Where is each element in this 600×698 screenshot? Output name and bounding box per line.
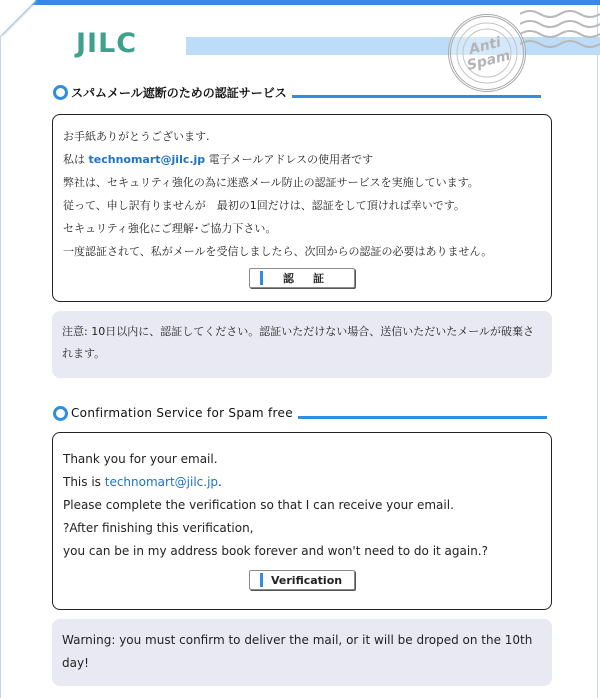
postmark-waves-icon (520, 4, 600, 56)
en-line-email: This is technomart@jilc.jp. (63, 475, 222, 489)
button-bar-icon (260, 271, 263, 285)
section-underline (292, 95, 541, 98)
section-title-english (53, 405, 547, 421)
authenticate-button[interactable] (249, 268, 355, 288)
en-line-5: you can be in my address book forever and won't need to do it again.? (63, 544, 488, 558)
en-line-1: Thank you for your email. (63, 452, 218, 466)
jp-line-email: 私は technomart@jilc.jp 電子メールアドレスの使用者です (63, 153, 374, 166)
postmark-stamp-icon (448, 14, 526, 92)
jilc-logo: JILC (76, 28, 138, 59)
en-line-3: Please complete the verification so that I can receive your email. (63, 498, 454, 512)
email-address: technomart@jilc.jp (88, 153, 206, 166)
en-line-4: ?After finishing this verification, (63, 521, 254, 535)
section-title-japanese (53, 84, 541, 100)
email-address: technomart@jilc.jp (104, 475, 219, 489)
section-title-english-text: Confirmation Service for Spam free (71, 406, 293, 420)
japanese-notice: 注意: 10日以内に、認証してください。認証いただけない場合、送信いただいたメールが破棄されます。 (52, 311, 552, 378)
jp-line-3: 弊社は、セキュリティ強化の為に迷惑メール防止の認証サービスを実施しています。 (63, 176, 479, 189)
english-warning: Warning: you must confirm to deliver the mail, or it will be droped on the 10th day! (52, 619, 552, 686)
jp-line-4: 従って、申し訳有りませんが 最初の1回だけは、認証をして頂ければ幸いです。 (63, 199, 465, 212)
stamp-text: Anti Spam (465, 34, 513, 74)
top-accent-bar (0, 0, 600, 5)
jp-line-5: セキュリティ強化にご理解･ご協力下さい。 (63, 222, 277, 235)
section-underline (298, 416, 547, 419)
circle-bullet-icon (53, 85, 68, 100)
folded-corner (0, 0, 36, 36)
circle-bullet-icon (53, 406, 68, 421)
authenticate-button-label: 認 証 (283, 272, 328, 285)
section-title-japanese-text: スパムメール遮断のための認証サービス (71, 85, 287, 100)
verification-button[interactable] (249, 570, 355, 590)
jp-greeting: お手紙ありがとうございます. (63, 130, 210, 143)
button-bar-icon (260, 573, 263, 587)
verification-button-label: Verification (271, 573, 343, 587)
jp-line-6: 一度認証されて、私がメールを受信しましたら、次回からの認証の必要はありません。 (63, 245, 493, 258)
